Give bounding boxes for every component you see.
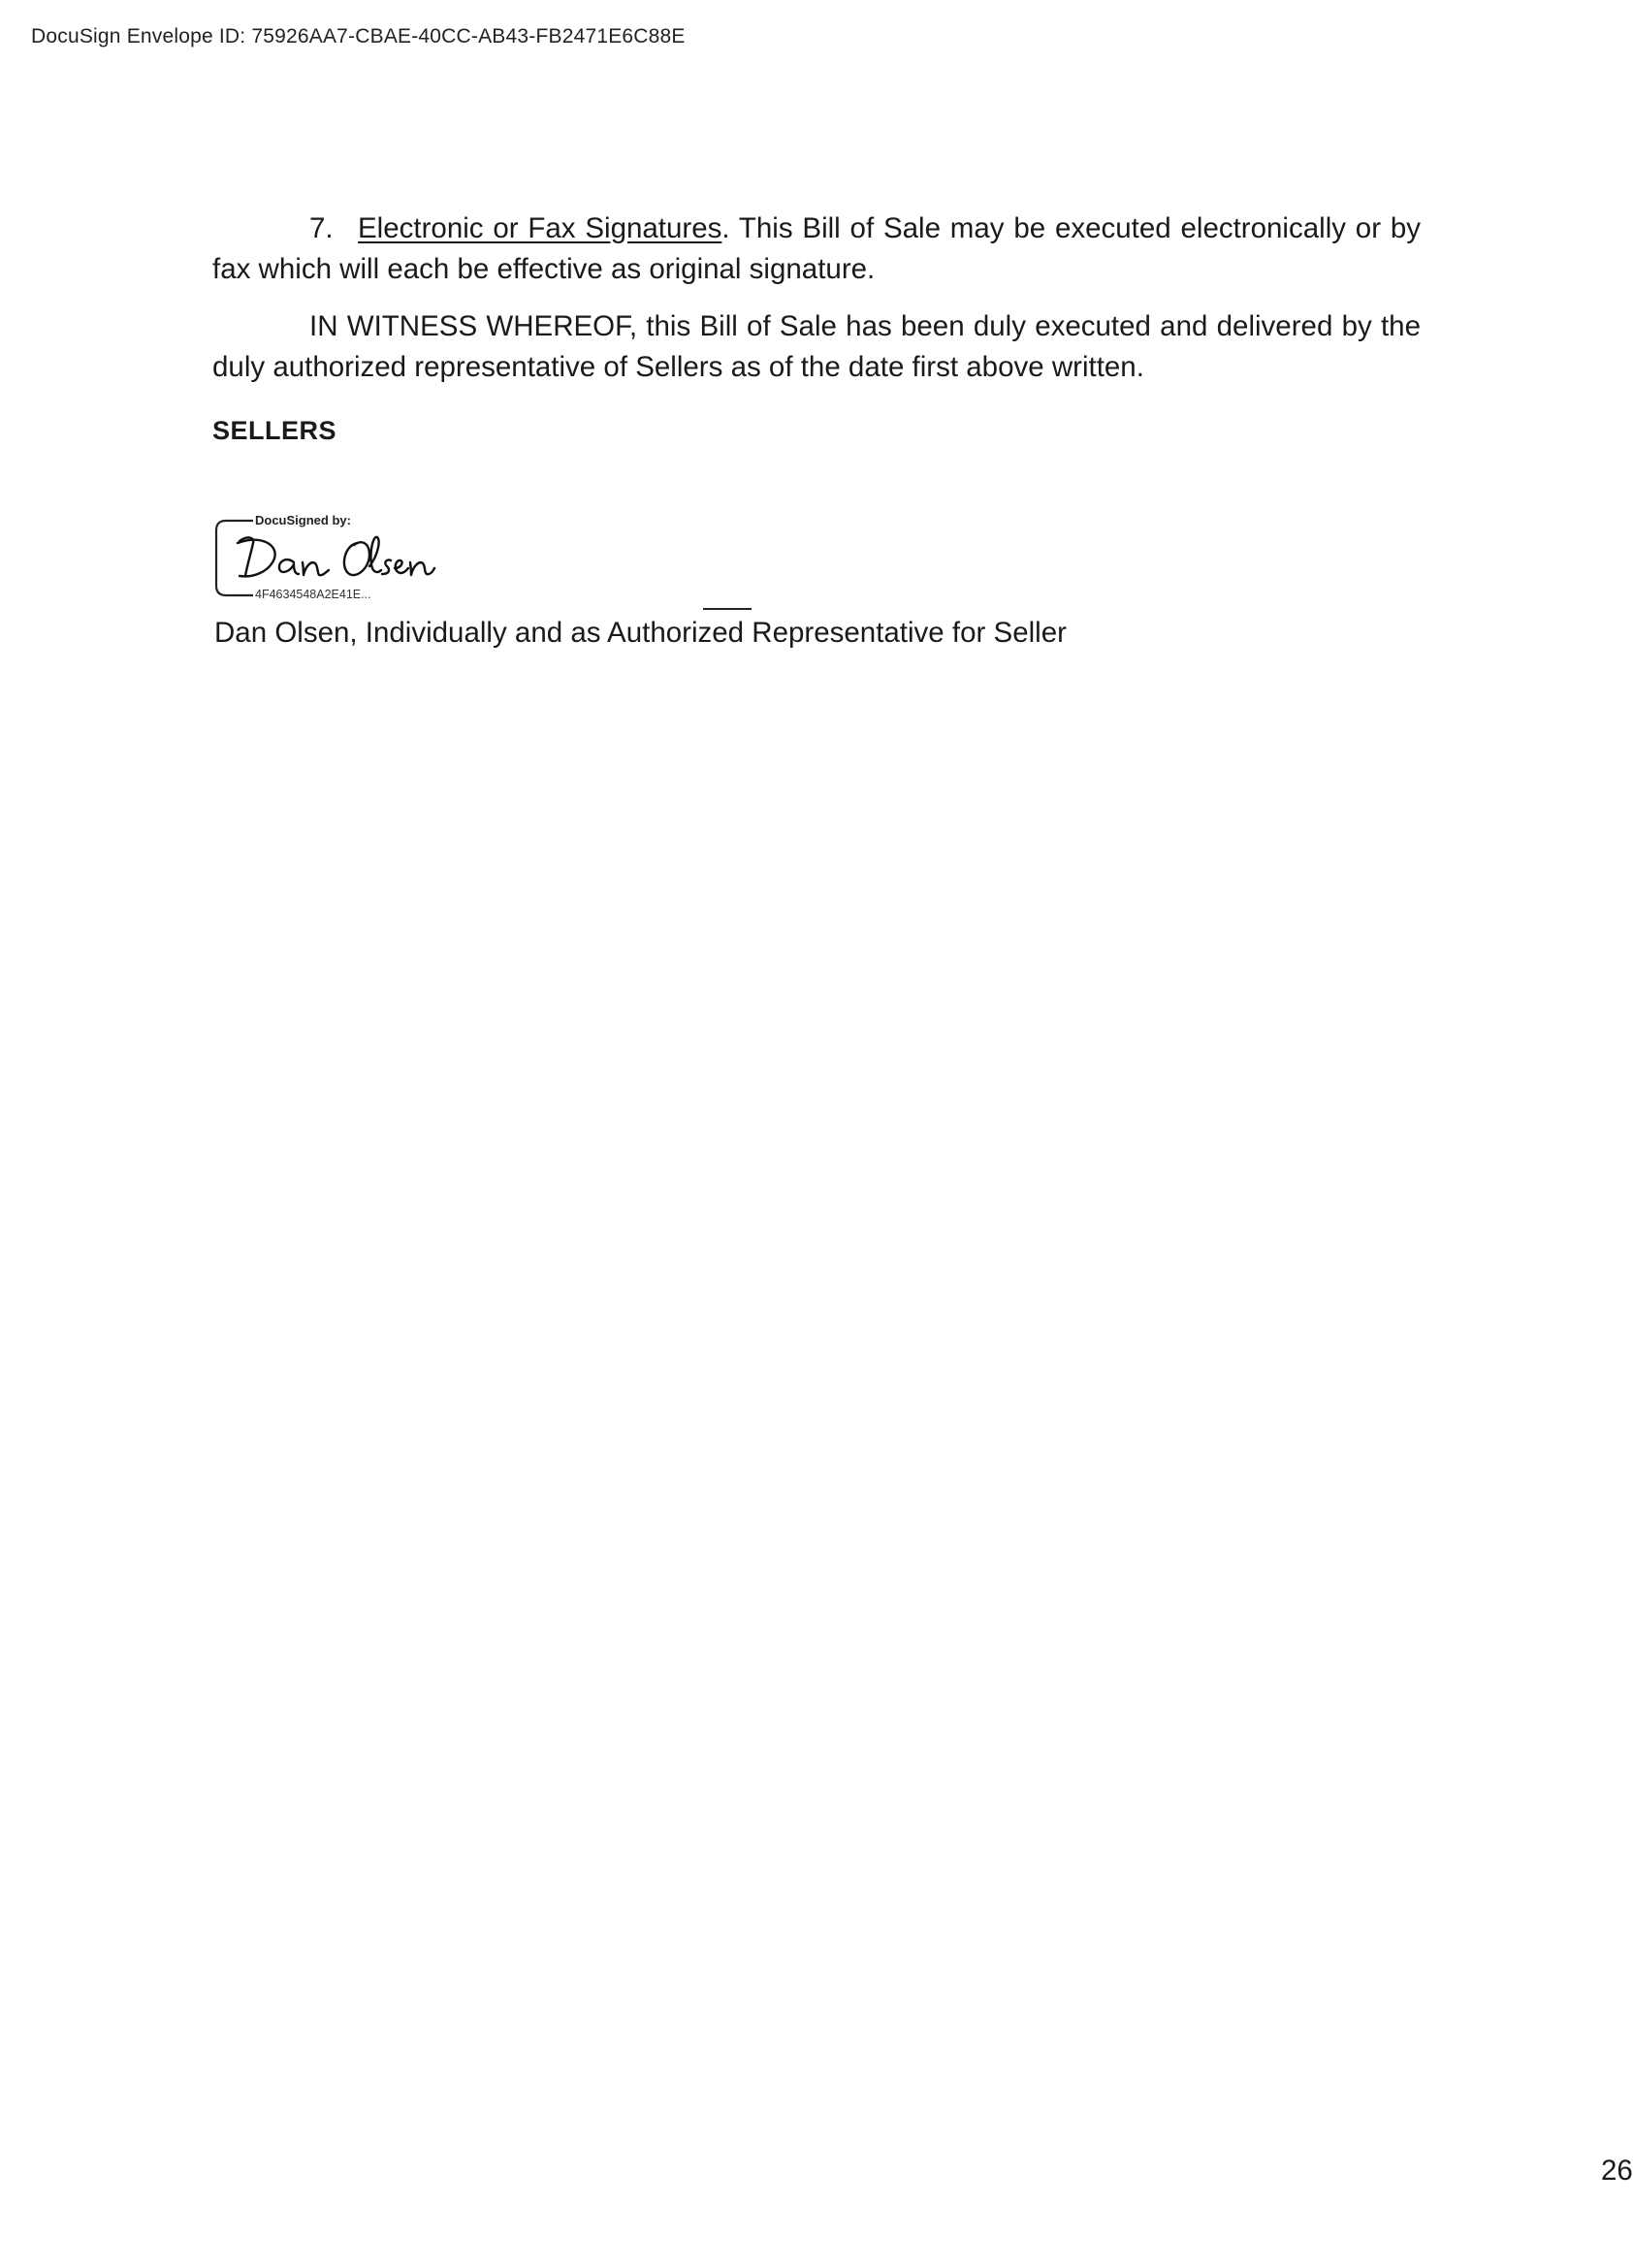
section-number: 7. [309,212,334,244]
handwritten-signature [234,527,437,590]
witness-paragraph [212,306,1421,388]
signature-id: 4F4634548A2E41E... [255,588,371,601]
docusigned-by-label: DocuSigned by: [255,513,351,527]
docusign-envelope-id: DocuSign Envelope ID: 75926AA7-CBAE-40CC-AB43-FB2471E6C88E [31,25,686,48]
witness-text: IN WITNESS WHEREOF, this Bill of Sale has been duly executed and delivered by the duly authorized representative of Sellers as of the date first above written. [212,310,1421,383]
signature-line [703,608,752,610]
signer-name-line: Dan Olsen, Individually and as Authorized Representative for Seller [214,617,1067,649]
section-heading: Electronic or Fax Signatures [358,212,722,244]
sellers-heading: SELLERS [212,416,337,445]
page-number: 26 [1601,2155,1633,2187]
section-body: . This Bill of Sale may be executed electronically or by fax which will each be effective as original signature. [212,212,1421,285]
section-7-paragraph [212,208,1421,290]
signature-block [212,510,794,617]
